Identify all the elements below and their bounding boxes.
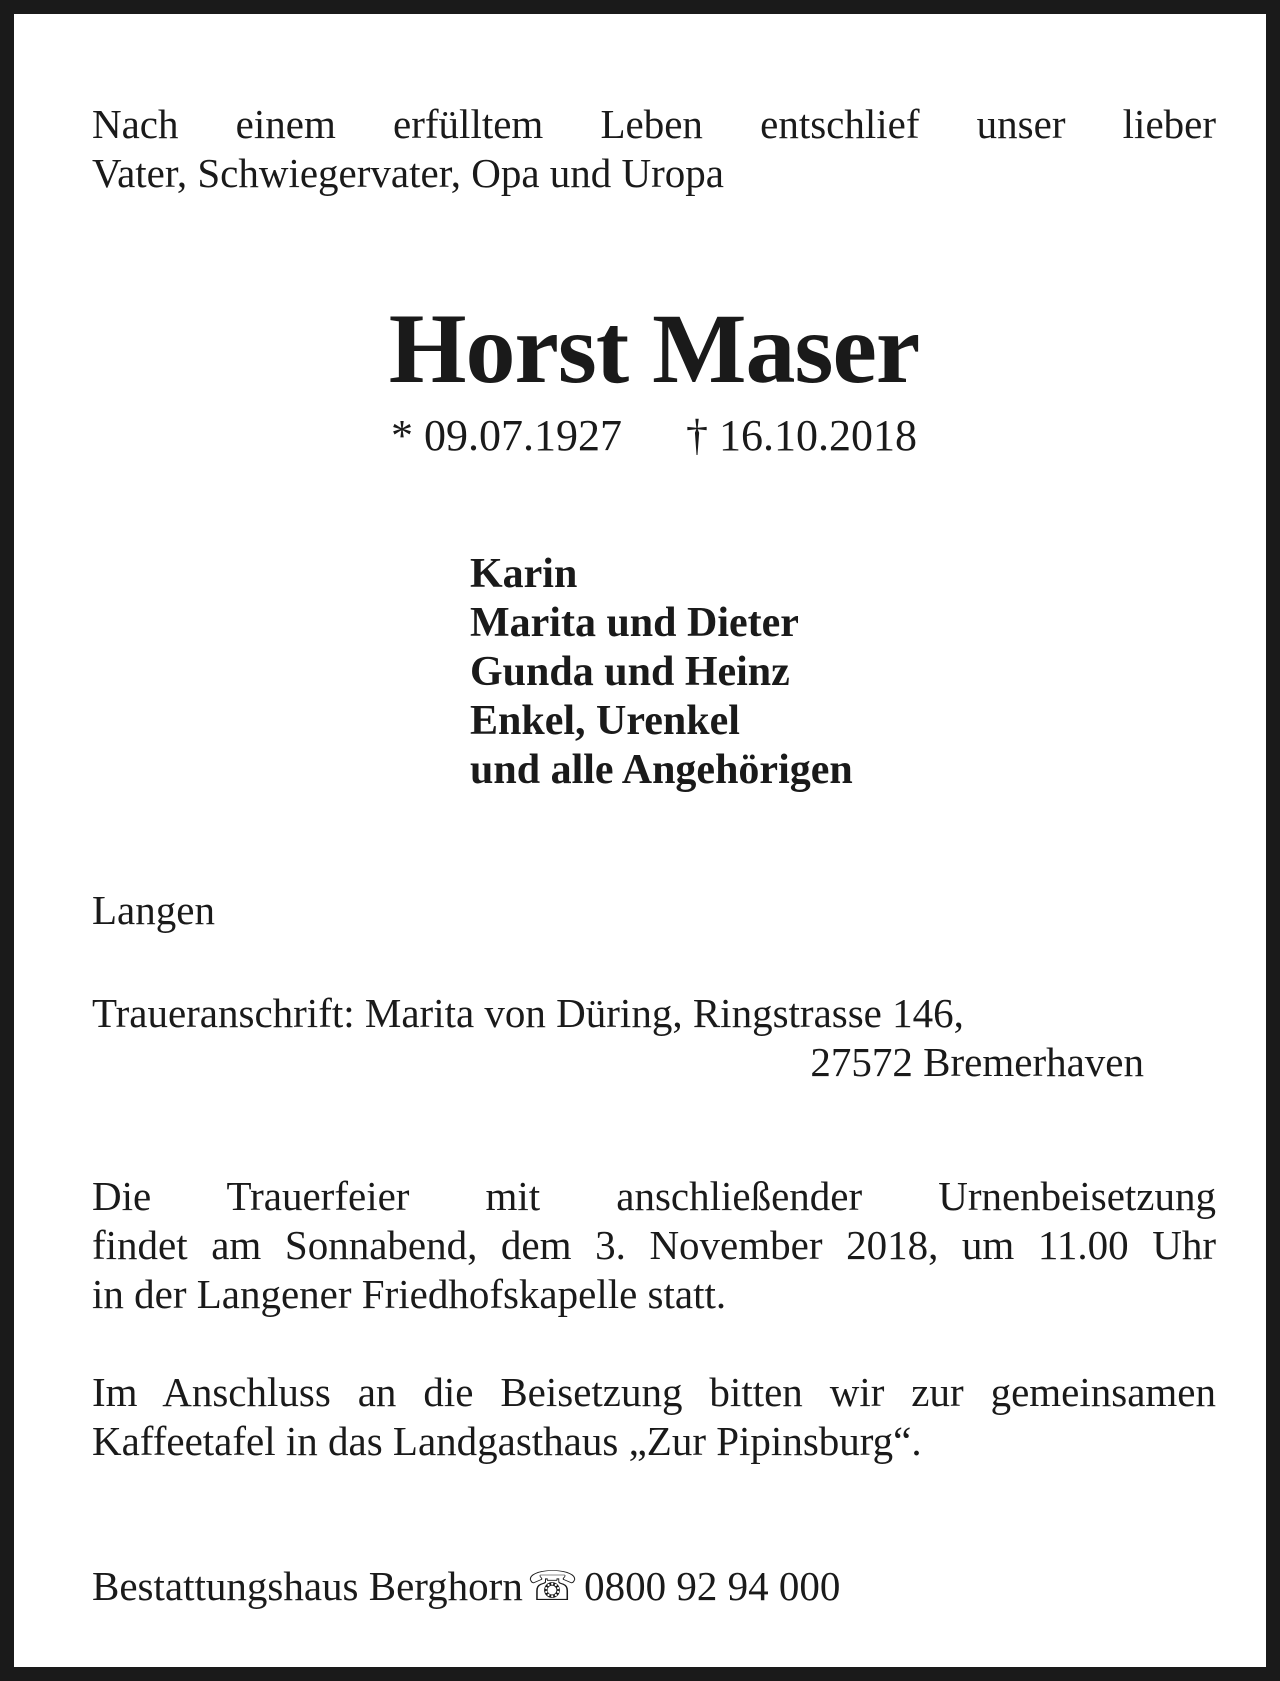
- family-list: [470, 550, 853, 795]
- funeral-home-name: Bestattungshaus Berghorn: [92, 1563, 523, 1609]
- address-line-2: 27572 Bremerhaven: [810, 1039, 1144, 1085]
- death-date: † 16.10.2018: [686, 411, 917, 460]
- ceremony-info: [92, 1172, 1216, 1319]
- ceremony-line-3: in der Langener Friedhofskapelle statt.: [92, 1271, 727, 1317]
- reception-line-1: Im Anschluss an die Beisetzung bitten wir zur gemeinsamen: [92, 1369, 1216, 1415]
- address-line-1: Traueranschrift: Marita von Düring, Ringstrasse 146,: [92, 990, 964, 1036]
- family-member: Enkel, Urenkel: [470, 698, 740, 744]
- family-member: und alle Angehörigen: [470, 747, 853, 793]
- reception-line-2: Kaffeetafel in das Landgasthaus „Zur Pipinsburg“.: [92, 1418, 922, 1464]
- intro-text: [92, 100, 1216, 198]
- place: Langen: [92, 887, 215, 933]
- life-dates: [14, 410, 1280, 462]
- funeral-home: [92, 1562, 840, 1611]
- family-member: Gunda und Heinz: [470, 649, 790, 695]
- ceremony-line-1: Die Trauerfeier mit anschließender Urnenbeisetzung: [92, 1173, 1216, 1219]
- intro-line-2: Vater, Schwiegervater, Opa und Uropa: [92, 150, 724, 196]
- mourning-address: [92, 989, 1144, 1087]
- phone-icon: ☏: [526, 1563, 579, 1609]
- deceased-name: Horst Maser: [388, 293, 920, 404]
- ceremony-line-2: findet am Sonnabend, dem 3. November 2018, um 11.00 Uhr: [92, 1222, 1216, 1268]
- family-member: Marita und Dieter: [470, 600, 799, 646]
- family-member: Karin: [470, 551, 578, 597]
- funeral-home-phone: 0800 92 94 000: [584, 1563, 841, 1609]
- intro-line-1: Nach einem erfülltem Leben entschlief unser lieber: [92, 101, 1216, 147]
- birth-date: * 09.07.1927: [391, 411, 622, 460]
- reception-info: [92, 1368, 1216, 1466]
